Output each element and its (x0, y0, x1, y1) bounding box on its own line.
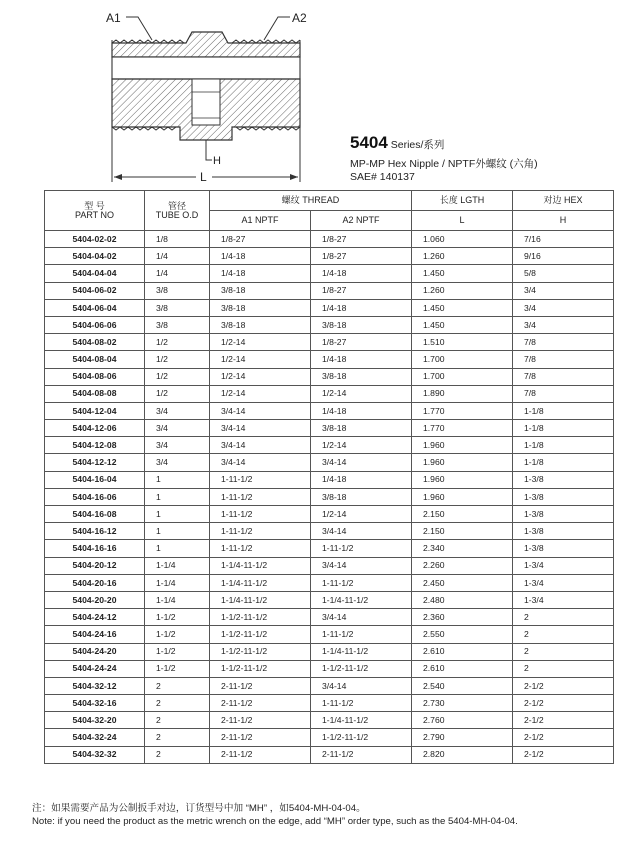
cell-tube-od: 1-1/4 (145, 557, 210, 574)
table-row (45, 729, 614, 746)
cell-hex: 3/4 (513, 316, 614, 333)
cell-length: 2.480 (412, 591, 513, 608)
cell-a1: 1-11-1/2 (210, 540, 311, 557)
cell-length: 2.450 (412, 574, 513, 591)
cell-a1: 1-1/2-11-1/2 (210, 660, 311, 677)
header-thread: 螺纹 THREAD (210, 191, 412, 211)
cell-length: 1.260 (412, 248, 513, 265)
cell-length: 1.260 (412, 282, 513, 299)
table-row (45, 368, 614, 385)
cell-length: 2.150 (412, 506, 513, 523)
table-row (45, 712, 614, 729)
cell-a1: 3/8-18 (210, 316, 311, 333)
cell-a1: 1-11-1/2 (210, 523, 311, 540)
cell-length: 1.060 (412, 231, 513, 248)
cell-hex: 1-3/8 (513, 523, 614, 540)
cell-a1: 1/4-18 (210, 265, 311, 282)
cell-a2: 3/4-14 (311, 609, 412, 626)
cell-a1: 2-11-1/2 (210, 695, 311, 712)
cell-tube-od: 1-1/2 (145, 643, 210, 660)
table-row (45, 316, 614, 333)
cell-a2: 1-1/4-11-1/2 (311, 643, 412, 660)
cell-a1: 3/8-18 (210, 299, 311, 316)
cell-part-no: 5404-16-16 (45, 540, 145, 557)
cell-a1: 1-1/4-11-1/2 (210, 591, 311, 608)
cell-length: 1.770 (412, 402, 513, 419)
sae-number: SAE# 140137 (350, 171, 415, 183)
cell-tube-od: 2 (145, 695, 210, 712)
cell-a1: 1/2-14 (210, 385, 311, 402)
bore (112, 57, 300, 79)
cell-a1: 2-11-1/2 (210, 729, 311, 746)
cell-length: 2.760 (412, 712, 513, 729)
cell-a1: 1-1/4-11-1/2 (210, 574, 311, 591)
table-row (45, 471, 614, 488)
cell-a1: 3/4-14 (210, 437, 311, 454)
cell-length: 1.960 (412, 437, 513, 454)
cell-a2: 1/8-27 (311, 231, 412, 248)
cell-a2: 1-1/4-11-1/2 (311, 591, 412, 608)
cell-tube-od: 3/8 (145, 282, 210, 299)
table-row (45, 248, 614, 265)
cell-a2: 1/4-18 (311, 351, 412, 368)
cell-a2: 1-11-1/2 (311, 574, 412, 591)
spec-table (44, 190, 614, 764)
cell-part-no: 5404-08-08 (45, 385, 145, 402)
table-row (45, 677, 614, 694)
cell-hex: 5/8 (513, 265, 614, 282)
cell-a2: 1-11-1/2 (311, 695, 412, 712)
cell-tube-od: 1/2 (145, 385, 210, 402)
cell-tube-od: 1 (145, 540, 210, 557)
cell-tube-od: 1-1/4 (145, 591, 210, 608)
cell-length: 2.550 (412, 626, 513, 643)
cell-a1: 1/2-14 (210, 368, 311, 385)
cell-tube-od: 1/2 (145, 334, 210, 351)
cell-tube-od: 2 (145, 712, 210, 729)
series-subtitle: MP-MP Hex Nipple / NPTF外螺纹 (六角) (350, 158, 538, 170)
cell-a2: 2-11-1/2 (311, 746, 412, 763)
cell-hex: 3/4 (513, 282, 614, 299)
header-hex-sub: H (513, 211, 614, 231)
cell-a2: 1/8-27 (311, 334, 412, 351)
cell-hex: 9/16 (513, 248, 614, 265)
cell-part-no: 5404-06-04 (45, 299, 145, 316)
cell-length: 1.960 (412, 488, 513, 505)
cell-part-no: 5404-04-02 (45, 248, 145, 265)
cell-part-no: 5404-08-04 (45, 351, 145, 368)
cell-part-no: 5404-32-24 (45, 729, 145, 746)
header-part-no: 型 号 PART NO (45, 191, 145, 231)
cell-a2: 3/4-14 (311, 557, 412, 574)
series-word: Series/系列 (387, 139, 445, 151)
table-body (45, 231, 614, 764)
cell-part-no: 5404-24-20 (45, 643, 145, 660)
cell-part-no: 5404-20-12 (45, 557, 145, 574)
cell-a2: 1/2-14 (311, 437, 412, 454)
cell-a2: 1-1/2-11-1/2 (311, 729, 412, 746)
cell-a1: 1-11-1/2 (210, 471, 311, 488)
cell-part-no: 5404-24-24 (45, 660, 145, 677)
cell-a1: 1/4-18 (210, 248, 311, 265)
cell-part-no: 5404-08-06 (45, 368, 145, 385)
cell-part-no: 5404-12-06 (45, 420, 145, 437)
cell-tube-od: 1/2 (145, 368, 210, 385)
upper-wall (112, 32, 300, 57)
label-l: L (200, 170, 207, 184)
label-a1: A1 (106, 11, 121, 25)
cell-part-no: 5404-06-06 (45, 316, 145, 333)
cell-tube-od: 2 (145, 746, 210, 763)
cell-length: 1.450 (412, 299, 513, 316)
cell-length: 2.790 (412, 729, 513, 746)
cell-hex: 1-3/8 (513, 488, 614, 505)
cell-a2: 3/8-18 (311, 488, 412, 505)
cell-length: 1.700 (412, 368, 513, 385)
cell-a2: 1-1/2-11-1/2 (311, 660, 412, 677)
cell-length: 1.700 (412, 351, 513, 368)
note-en: Note: if you need the product as the metric wrench on the edge, add “MH” order type, such as the 5404-MH-04-04. (32, 815, 518, 827)
cell-hex: 1-1/8 (513, 454, 614, 471)
cell-tube-od: 3/4 (145, 420, 210, 437)
table-row (45, 402, 614, 419)
cell-length: 1.890 (412, 385, 513, 402)
cell-length: 1.510 (412, 334, 513, 351)
cell-part-no: 5404-16-12 (45, 523, 145, 540)
cell-part-no: 5404-20-20 (45, 591, 145, 608)
cell-part-no: 5404-12-04 (45, 402, 145, 419)
cell-length: 1.770 (412, 420, 513, 437)
table-row (45, 695, 614, 712)
cell-tube-od: 3/8 (145, 316, 210, 333)
cell-a2: 1/8-27 (311, 248, 412, 265)
cell-hex: 1-3/4 (513, 557, 614, 574)
cell-a2: 1-11-1/2 (311, 540, 412, 557)
cell-length: 1.960 (412, 471, 513, 488)
label-h: H (213, 155, 221, 167)
cell-hex: 7/8 (513, 334, 614, 351)
cell-a1: 1/2-14 (210, 351, 311, 368)
cell-tube-od: 3/4 (145, 437, 210, 454)
cell-a2: 3/4-14 (311, 523, 412, 540)
table-row (45, 506, 614, 523)
cell-part-no: 5404-32-12 (45, 677, 145, 694)
cell-a1: 3/4-14 (210, 454, 311, 471)
cell-a1: 2-11-1/2 (210, 677, 311, 694)
header-tube-od: 管径 TUBE O.D (145, 191, 210, 231)
cell-a2: 1-1/4-11-1/2 (311, 712, 412, 729)
table-row (45, 351, 614, 368)
cell-part-no: 5404-20-16 (45, 574, 145, 591)
cell-hex: 7/8 (513, 368, 614, 385)
cell-part-no: 5404-32-20 (45, 712, 145, 729)
cell-part-no: 5404-24-16 (45, 626, 145, 643)
cell-hex: 1-1/8 (513, 437, 614, 454)
cell-tube-od: 3/8 (145, 299, 210, 316)
table-row (45, 557, 614, 574)
table-row (45, 609, 614, 626)
cell-a2: 1/2-14 (311, 506, 412, 523)
cell-tube-od: 1-1/4 (145, 574, 210, 591)
cell-length: 2.360 (412, 609, 513, 626)
cell-length: 2.340 (412, 540, 513, 557)
cell-hex: 1-1/8 (513, 402, 614, 419)
series-number: 5404 (350, 133, 388, 152)
cell-tube-od: 2 (145, 729, 210, 746)
cell-tube-od: 1/8 (145, 231, 210, 248)
cell-tube-od: 1/4 (145, 265, 210, 282)
cell-hex: 1-3/4 (513, 574, 614, 591)
cell-length: 2.730 (412, 695, 513, 712)
cell-hex: 2-1/2 (513, 695, 614, 712)
cell-a1: 1-1/2-11-1/2 (210, 609, 311, 626)
table-row (45, 282, 614, 299)
cell-a1: 1-1/4-11-1/2 (210, 557, 311, 574)
table-row (45, 540, 614, 557)
cell-part-no: 5404-06-02 (45, 282, 145, 299)
cell-a1: 3/4-14 (210, 402, 311, 419)
cell-length: 2.150 (412, 523, 513, 540)
table-row (45, 454, 614, 471)
cell-part-no: 5404-32-32 (45, 746, 145, 763)
cell-length: 1.450 (412, 265, 513, 282)
cell-tube-od: 1 (145, 523, 210, 540)
table-row (45, 334, 614, 351)
cell-tube-od: 1 (145, 506, 210, 523)
table-row (45, 626, 614, 643)
cell-a2: 1-11-1/2 (311, 626, 412, 643)
cell-hex: 3/4 (513, 299, 614, 316)
cell-hex: 2-1/2 (513, 746, 614, 763)
cell-tube-od: 1 (145, 471, 210, 488)
cell-hex: 2-1/2 (513, 729, 614, 746)
cell-a1: 3/8-18 (210, 282, 311, 299)
table-row (45, 523, 614, 540)
table-row (45, 231, 614, 248)
cell-a2: 3/8-18 (311, 316, 412, 333)
cell-a2: 1/4-18 (311, 265, 412, 282)
cell-a1: 3/4-14 (210, 420, 311, 437)
cell-hex: 7/16 (513, 231, 614, 248)
table-row (45, 591, 614, 608)
note-cn: 注：如果需要产品为公制扳手对边，订货型号中加 “MH” ，如5404-MH-04-04。 (32, 803, 366, 814)
cell-length: 2.610 (412, 643, 513, 660)
cell-hex: 7/8 (513, 385, 614, 402)
cell-a2: 3/8-18 (311, 368, 412, 385)
cell-hex: 2-1/2 (513, 712, 614, 729)
table-row (45, 437, 614, 454)
cell-hex: 2 (513, 626, 614, 643)
cell-hex: 2 (513, 609, 614, 626)
table-row (45, 643, 614, 660)
cell-hex: 1-3/8 (513, 540, 614, 557)
cell-tube-od: 1/2 (145, 351, 210, 368)
cell-part-no: 5404-32-16 (45, 695, 145, 712)
cell-part-no: 5404-08-02 (45, 334, 145, 351)
table-row (45, 660, 614, 677)
cell-a2: 1/2-14 (311, 385, 412, 402)
cell-a1: 1-11-1/2 (210, 488, 311, 505)
cell-tube-od: 3/4 (145, 454, 210, 471)
cell-a2: 1/8-27 (311, 282, 412, 299)
cell-length: 2.540 (412, 677, 513, 694)
cell-length: 1.960 (412, 454, 513, 471)
header-hex: 对边 HEX (513, 191, 614, 211)
cell-a1: 1-1/2-11-1/2 (210, 626, 311, 643)
footnote (32, 803, 518, 828)
header-a1: A1 NPTF (210, 211, 311, 231)
cell-length: 2.820 (412, 746, 513, 763)
table-row (45, 488, 614, 505)
header-length: 长度 LGTH (412, 191, 513, 211)
cell-part-no: 5404-16-04 (45, 471, 145, 488)
cell-hex: 2-1/2 (513, 677, 614, 694)
cell-tube-od: 1-1/2 (145, 626, 210, 643)
cell-a1: 2-11-1/2 (210, 712, 311, 729)
cell-part-no: 5404-04-04 (45, 265, 145, 282)
cell-part-no: 5404-16-06 (45, 488, 145, 505)
table-row (45, 265, 614, 282)
cell-hex: 1-3/4 (513, 591, 614, 608)
series-title (350, 133, 444, 153)
cell-hex: 1-1/8 (513, 420, 614, 437)
cell-tube-od: 1 (145, 488, 210, 505)
cell-tube-od: 3/4 (145, 402, 210, 419)
cell-part-no: 5404-24-12 (45, 609, 145, 626)
cell-length: 2.610 (412, 660, 513, 677)
cell-a1: 1/2-14 (210, 334, 311, 351)
cell-a2: 1/4-18 (311, 299, 412, 316)
cell-tube-od: 2 (145, 677, 210, 694)
cell-tube-od: 1-1/2 (145, 660, 210, 677)
table-row (45, 746, 614, 763)
cell-a2: 3/4-14 (311, 454, 412, 471)
cell-hex: 2 (513, 643, 614, 660)
cell-hex: 2 (513, 660, 614, 677)
cell-tube-od: 1/4 (145, 248, 210, 265)
label-a2: A2 (292, 11, 307, 25)
cell-length: 1.450 (412, 316, 513, 333)
header-length-sub: L (412, 211, 513, 231)
header-a2: A2 NPTF (311, 211, 412, 231)
cell-a2: 3/4-14 (311, 677, 412, 694)
cell-part-no: 5404-02-02 (45, 231, 145, 248)
table-row (45, 299, 614, 316)
cell-part-no: 5404-12-08 (45, 437, 145, 454)
cell-a2: 1/4-18 (311, 471, 412, 488)
cell-a1: 1-1/2-11-1/2 (210, 643, 311, 660)
cell-hex: 1-3/8 (513, 471, 614, 488)
cell-part-no: 5404-12-12 (45, 454, 145, 471)
cell-hex: 7/8 (513, 351, 614, 368)
table-row (45, 574, 614, 591)
table-row (45, 385, 614, 402)
cell-a1: 1/8-27 (210, 231, 311, 248)
table-row (45, 420, 614, 437)
cell-hex: 1-3/8 (513, 506, 614, 523)
cell-part-no: 5404-16-08 (45, 506, 145, 523)
cell-a1: 2-11-1/2 (210, 746, 311, 763)
cell-a1: 1-11-1/2 (210, 506, 311, 523)
cell-tube-od: 1-1/2 (145, 609, 210, 626)
cell-length: 2.260 (412, 557, 513, 574)
cell-a2: 3/8-18 (311, 420, 412, 437)
cell-a2: 1/4-18 (311, 402, 412, 419)
